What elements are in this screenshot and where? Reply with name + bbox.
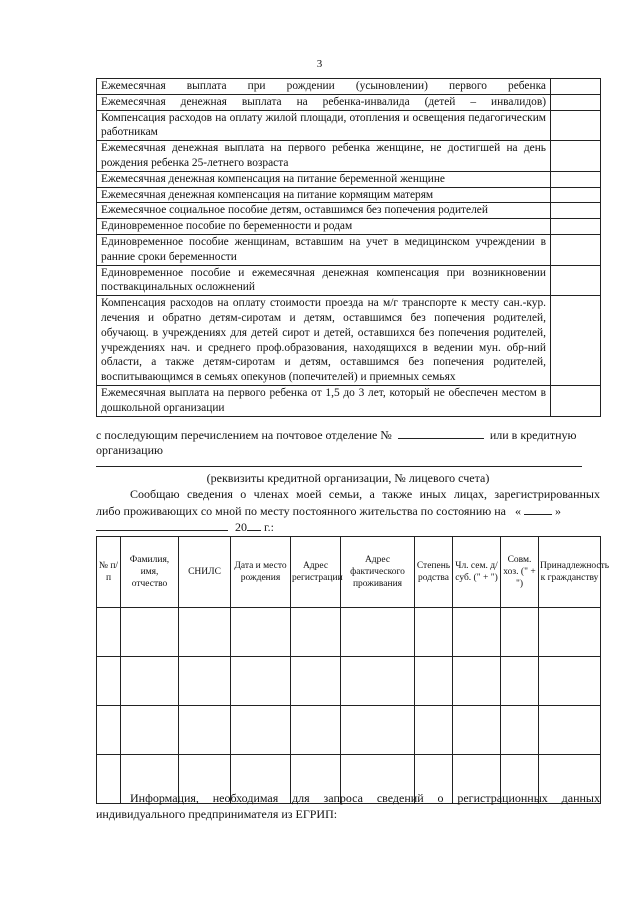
benefit-row <box>97 79 601 95</box>
table-cell[interactable] <box>501 706 539 755</box>
table-row <box>97 608 601 657</box>
benefit-label: Ежемесячная денежная компенсация на питание кормящим матерям <box>97 187 551 203</box>
table-cell[interactable] <box>341 657 415 706</box>
table-cell[interactable] <box>415 657 453 706</box>
table-cell[interactable] <box>121 657 179 706</box>
family-intro-line-1: Сообщаю сведения о членах моей семьи, а также иных лицах, зарегистрированных <box>130 487 600 501</box>
family-table-header <box>97 537 601 608</box>
year-field[interactable] <box>247 518 261 531</box>
table-cell[interactable] <box>291 657 341 706</box>
benefit-checkbox-cell[interactable] <box>551 385 601 416</box>
benefit-row <box>97 187 601 203</box>
table-row <box>97 657 601 706</box>
benefit-row <box>97 265 601 296</box>
table-cell[interactable] <box>231 657 291 706</box>
table-cell[interactable] <box>179 608 231 657</box>
day-field[interactable] <box>524 502 552 515</box>
header-citizenship: Принадлежность к гражданству <box>539 537 601 608</box>
egrip-line-2: индивидуального предпринимателя из ЕГРИП: <box>96 807 338 821</box>
family-members-table <box>96 536 610 804</box>
benefit-checkbox-cell[interactable] <box>551 79 601 95</box>
header-snils: СНИЛС <box>179 537 231 608</box>
page-number: 3 <box>316 58 323 70</box>
close-quote: » <box>554 504 561 518</box>
benefit-label: Компенсация расходов на оплату жилой площади, отопления и освещения педагогическим работникам <box>97 110 551 141</box>
benefit-label: Ежемесячная выплата при рождении (усыновлении) первого ребенка <box>97 79 551 95</box>
table-cell[interactable] <box>453 657 501 706</box>
table-cell[interactable] <box>501 657 539 706</box>
table-cell[interactable] <box>97 706 121 755</box>
open-quote: « <box>514 504 521 518</box>
benefit-row <box>97 203 601 219</box>
table-cell[interactable] <box>97 755 121 804</box>
table-cell[interactable] <box>539 608 601 657</box>
table-cell[interactable] <box>453 608 501 657</box>
benefit-checkbox-cell[interactable] <box>551 203 601 219</box>
table-cell[interactable] <box>501 608 539 657</box>
table-cell[interactable] <box>97 657 121 706</box>
benefit-checkbox-cell[interactable] <box>551 110 601 141</box>
benefit-row <box>97 219 601 235</box>
transfer-text-start: с последующим перечислением на почтовое отделение № <box>96 428 392 442</box>
benefit-label: Единовременное пособие и ежемесячная денежная компенсация при возникновении поствакцинальных осложнений <box>97 265 551 296</box>
header-family-member: Чл. сем. д/суб. (" + ") <box>453 537 501 608</box>
benefit-row <box>97 94 601 110</box>
requisites-field[interactable] <box>96 466 582 467</box>
table-cell[interactable] <box>179 706 231 755</box>
table-cell[interactable] <box>341 706 415 755</box>
header-relation: Степень родства <box>415 537 453 608</box>
egrip-line-1: Информация, необходимая для запроса сведений о регистрационных данных <box>130 791 600 805</box>
benefit-label: Компенсация расходов на оплату стоимости проезда на м/г транспорте к месту сан.-кур. лечения и обратно детям-сиротам и детям, оставшимся без попечения родителей, обучающ. в учреждениях для детей сирот и детей, оставшихся без попечения родителей, учреждениях нач. и среднего проф.образования, находящихся в ведении мун. обр-ний области, а также детям-сиротам и детям, оставшимся без попечения родителей, воспитывающимся в семьях опекунов (попечителей) и приемных семьях <box>97 296 551 386</box>
benefit-row <box>97 171 601 187</box>
benefit-label: Ежемесячное социальное пособие детям, оставшимся без попечения родителей <box>97 203 551 219</box>
benefit-row <box>97 110 601 141</box>
table-cell[interactable] <box>415 706 453 755</box>
requisites-caption: (реквизиты кредитной организации, № лицевого счета) <box>206 471 490 485</box>
transfer-line-1 <box>96 426 600 443</box>
benefit-checkbox-cell[interactable] <box>551 219 601 235</box>
benefit-label: Единовременное пособие по беременности и родам <box>97 219 551 235</box>
benefit-checkbox-cell[interactable] <box>551 296 601 386</box>
benefit-row <box>97 234 601 265</box>
table-cell[interactable] <box>121 706 179 755</box>
benefit-label: Ежемесячная денежная компенсация на питание беременной женщине <box>97 171 551 187</box>
benefits-table <box>96 78 601 417</box>
table-cell[interactable] <box>291 608 341 657</box>
table-cell[interactable] <box>97 608 121 657</box>
post-office-number-field[interactable] <box>398 426 484 439</box>
benefit-label: Ежемесячная денежная выплата на ребенка-инвалида (детей – инвалидов) <box>97 94 551 110</box>
benefit-row <box>97 141 601 172</box>
benefit-checkbox-cell[interactable] <box>551 187 601 203</box>
benefit-checkbox-cell[interactable] <box>551 234 601 265</box>
family-intro-text: либо проживающих со мной по месту постоянного жительства по состоянию на <box>96 504 506 518</box>
table-cell[interactable] <box>231 608 291 657</box>
month-field[interactable] <box>96 518 228 531</box>
benefit-label: Единовременное пособие женщинам, вставшим на учет в медицинском учреждении в ранние сроки беременности <box>97 234 551 265</box>
table-cell[interactable] <box>291 706 341 755</box>
transfer-line-2: организацию <box>96 443 163 457</box>
benefit-row <box>97 385 601 416</box>
header-number: № п/п <box>97 537 121 608</box>
header-birth: Дата и место рождения <box>231 537 291 608</box>
table-row <box>97 706 601 755</box>
header-joint-household: Совм. хоз. (" + ") <box>501 537 539 608</box>
benefit-checkbox-cell[interactable] <box>551 94 601 110</box>
year-suffix: г.: <box>264 520 274 534</box>
benefit-checkbox-cell[interactable] <box>551 171 601 187</box>
table-cell[interactable] <box>121 608 179 657</box>
family-intro-line-2 <box>96 502 600 519</box>
table-cell[interactable] <box>539 706 601 755</box>
header-registration: Адрес регистрации <box>291 537 341 608</box>
table-cell[interactable] <box>179 657 231 706</box>
table-cell[interactable] <box>453 706 501 755</box>
header-full-name: Фамилия, имя, отчество <box>121 537 179 608</box>
benefit-row <box>97 296 601 386</box>
table-cell[interactable] <box>415 608 453 657</box>
header-actual-address: Адрес фактического проживания <box>341 537 415 608</box>
benefit-label: Ежемесячная выплата на первого ребенка от 1,5 до 3 лет, который не обеспечен местом в дошкольной организации <box>97 385 551 416</box>
benefit-checkbox-cell[interactable] <box>551 265 601 296</box>
transfer-text-end: или в кредитную <box>489 428 577 442</box>
table-cell[interactable] <box>341 608 415 657</box>
table-cell[interactable] <box>231 706 291 755</box>
table-cell[interactable] <box>539 657 601 706</box>
year-prefix: 20 <box>235 520 247 534</box>
benefit-checkbox-cell[interactable] <box>551 141 601 172</box>
benefit-label: Ежемесячная денежная выплата на первого ребенка женщине, не достигшей на день рождения ребенка 25-летнего возраста <box>97 141 551 172</box>
family-intro-line-3 <box>96 518 274 535</box>
